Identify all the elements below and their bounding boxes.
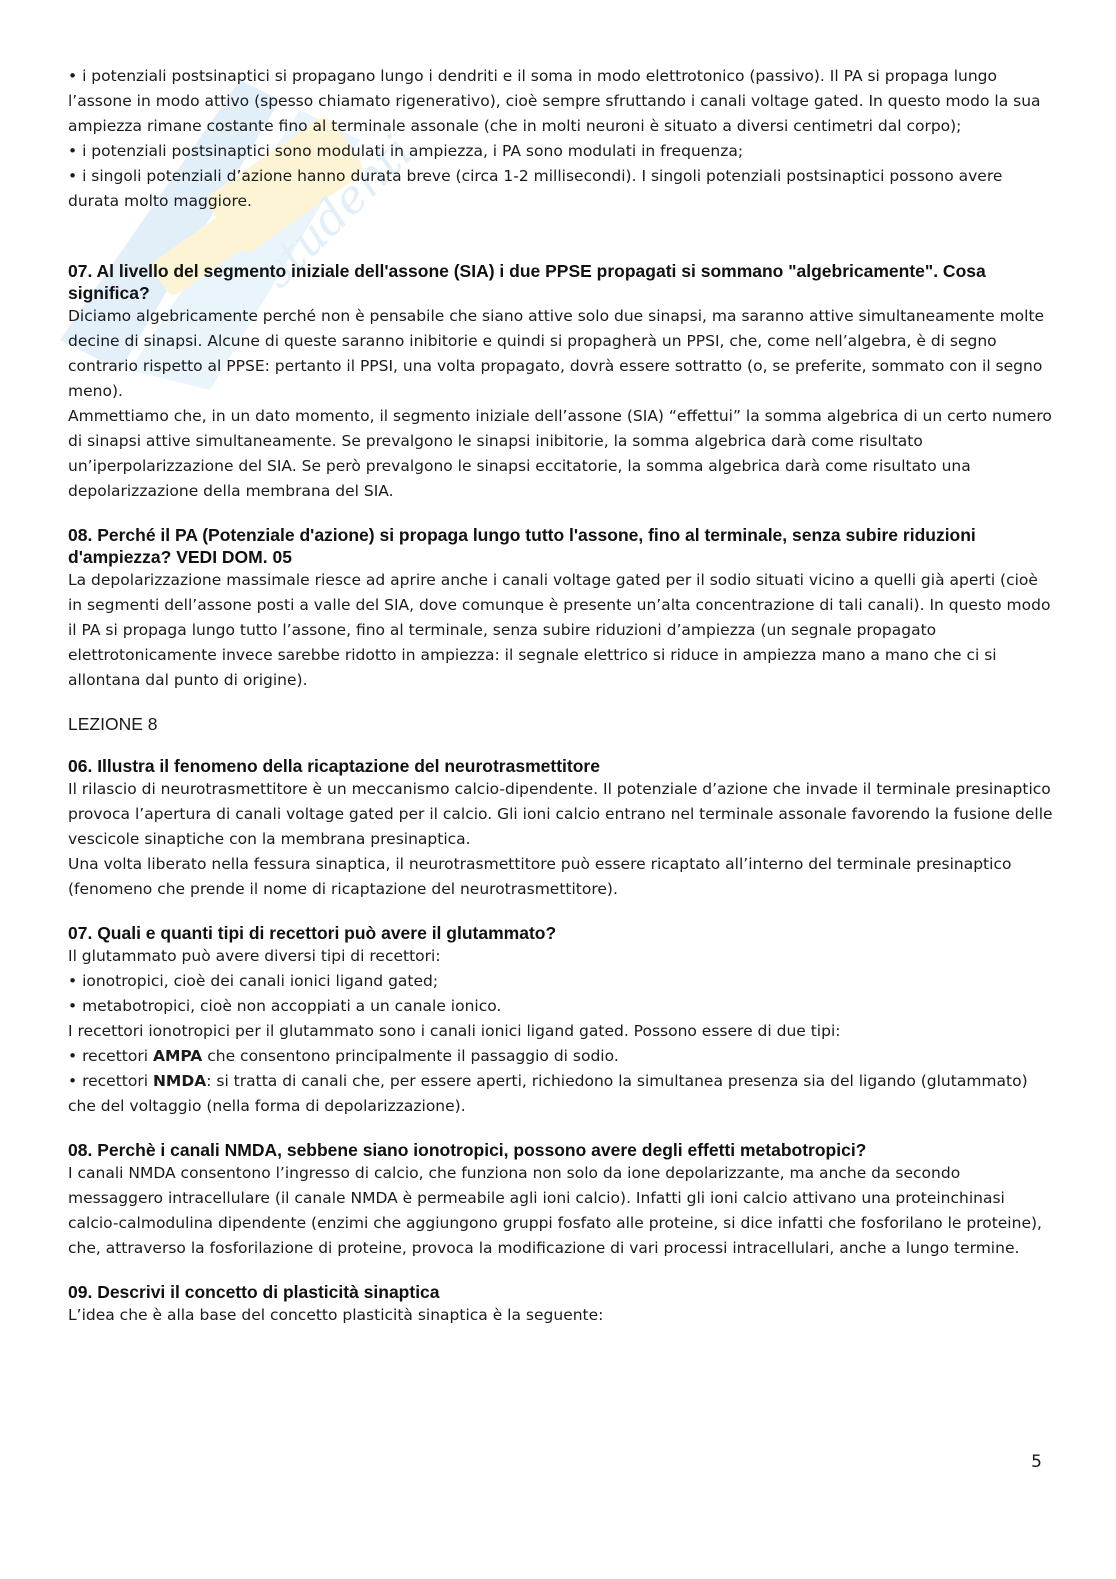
bullet-text: • recettori <box>68 1047 153 1065</box>
bullet-bold-term: AMPA <box>152 1047 203 1065</box>
answer-bullet-nmda <box>68 1069 1053 1119</box>
question-title: 09. Descrivi il concetto di plasticità sinaptica <box>68 1282 440 1302</box>
answer-paragraph: L’idea che è alla base del concetto plasticità sinaptica è la seguente: <box>68 1306 604 1324</box>
question-07-glutammato <box>68 922 1053 1119</box>
answer-paragraph: I canali NMDA consentono l’ingresso di calcio, che funziona non solo da ione depolarizzante, ma anche da secondo messaggero intracellulare (il canale NMDA è permeabile agli ioni calcio). Infatti gli ioni calcio attivano una proteinchinasi calcio-calmodulina dipendente (enzimi che aggiungono gruppi fosfato alle proteine, si dice infatti che fosforilano le proteine), che, attraverso la fosforilazione di proteine, provoca la modificazione di vari processi intracellulari, anche a lungo termine. <box>68 1164 1042 1257</box>
answer-paragraph: Ammettiamo che, in un dato momento, il segmento iniziale dell’assone (SIA) “effettui” la somma algebrica di un certo numero di sinapsi attive simultaneamente. Se prevalgono le sinapsi inibitorie, la somma algebrica darà come risultato un’iperpolarizzazione del SIA. Se però prevalgono le sinapsi eccitatorie, la somma algebrica darà come risultato una depolarizzazione della membrana del SIA. <box>68 407 1052 500</box>
intro-bullet: • i singoli potenziali d’azione hanno durata breve (circa 1-2 millisecondi). I singoli potenziali postsinaptici possono avere durata molto maggiore. <box>68 167 1003 210</box>
page-number: 5 <box>1031 1452 1042 1472</box>
question-08-pa <box>68 524 1053 693</box>
answer-paragraph: Una volta liberato nella fessura sinaptica, il neurotrasmettitore può essere ricaptato all’interno del terminale presinaptico (fenomeno che prende il nome di ricaptazione del neurotrasmettitore). <box>68 855 1012 898</box>
question-title: 06. Illustra il fenomeno della ricaptazione del neurotrasmettitore <box>68 756 600 776</box>
bullet-text: : si tratta di canali che, per essere aperti, richiedono la simultanea presenza sia del ligando (glutammato) che del voltaggio (nella forma di depolarizzazione). <box>68 1072 1028 1115</box>
answer-paragraph: Il rilascio di neurotrasmettitore è un meccanismo calcio-dipendente. Il potenziale d’azione che invade il terminale presinaptico provoca l’apertura di canali voltage gated per il calcio. Gli ioni calcio entrano nel terminale assonale favorendo la fusione delle vescicole sinaptiche con la membrana presinaptica. <box>68 780 1053 848</box>
intro-bullets <box>68 64 1053 214</box>
answer-paragraph: La depolarizzazione massimale riesce ad aprire anche i canali voltage gated per il sodio situati vicino a quelli già aperti (cioè in segmenti dell’assone posti a valle del SIA, dove comunque è presente un’alta concentrazione di tali canali). In questo modo il PA si propaga lungo tutto l’assone, fino al terminale, senza subire riduzioni d’ampiezza (un segnale propagato elettrotonicamente invece sarebbe ridotto in ampiezza: il segnale elettrico si riduce in ampiezza mano a mano che ci si allontana dal punto di origine). <box>68 571 1051 689</box>
question-title: 07. Al livello del segmento iniziale dell'assone (SIA) i due PPSE propagati si sommano "algebricamente". Cosa significa? <box>68 261 986 303</box>
lesson-heading: LEZIONE 8 <box>68 714 158 734</box>
bullet-bold-term: NMDA <box>152 1072 207 1090</box>
answer-bullet: • metabotropici, cioè non accoppiati a un canale ionico. <box>68 997 502 1015</box>
question-08-nmda <box>68 1139 1053 1261</box>
question-06-ricaptazione <box>68 755 1053 902</box>
watermark-text: studenti <box>249 124 423 298</box>
bullet-text: • recettori <box>68 1072 153 1090</box>
answer-paragraph: Diciamo algebricamente perché non è pensabile che siano attive solo due sinapsi, ma saranno attive simultaneamente molte decine di sinapsi. Alcune di queste saranno inibitorie e quindi si propagherà un PPSI, che, come nell’algebra, è di segno contrario rispetto al PPSE: pertanto il PPSI, una volta propagato, dovrà essere sottratto (o, se preferite, sommato con il segno meno). <box>68 307 1045 400</box>
question-07-sia <box>68 260 1053 504</box>
intro-bullet: • i potenziali postsinaptici sono modulati in ampiezza, i PA sono modulati in frequenza; <box>68 142 744 160</box>
question-09-plasticita <box>68 1281 1053 1328</box>
bullet-text: che consentono principalmente il passaggio di sodio. <box>202 1047 619 1065</box>
answer-bullet: • ionotropici, cioè dei canali ionici ligand gated; <box>68 972 439 990</box>
answer-bullet-ampa <box>68 1044 1053 1069</box>
question-title: 07. Quali e quanti tipi di recettori può avere il glutammato? <box>68 923 557 943</box>
question-title: 08. Perché il PA (Potenziale d'azione) si propaga lungo tutto l'assone, fino al terminale, senza subire riduzioni d'ampiezza? VEDI DOM. 05 <box>68 525 976 567</box>
question-title: 08. Perchè i canali NMDA, sebbene siano ionotropici, possono avere degli effetti metabotropici? <box>68 1140 867 1160</box>
answer-paragraph: Il glutammato può avere diversi tipi di recettori: <box>68 947 441 965</box>
intro-bullet: • i potenziali postsinaptici si propagano lungo i dendriti e il soma in modo elettrotonico (passivo). Il PA si propaga lungo l’assone in modo attivo (spesso chiamato rigenerativo), cioè sempre sfruttando i canali voltage gated. In questo modo la sua ampiezza rimane costante fino al terminale assonale (che in molti neuroni è situato a diversi centimetri dal corpo); <box>68 67 1041 135</box>
document-body <box>68 64 1053 1348</box>
answer-paragraph: I recettori ionotropici per il glutammato sono i canali ionici ligand gated. Possono essere di due tipi: <box>68 1022 841 1040</box>
